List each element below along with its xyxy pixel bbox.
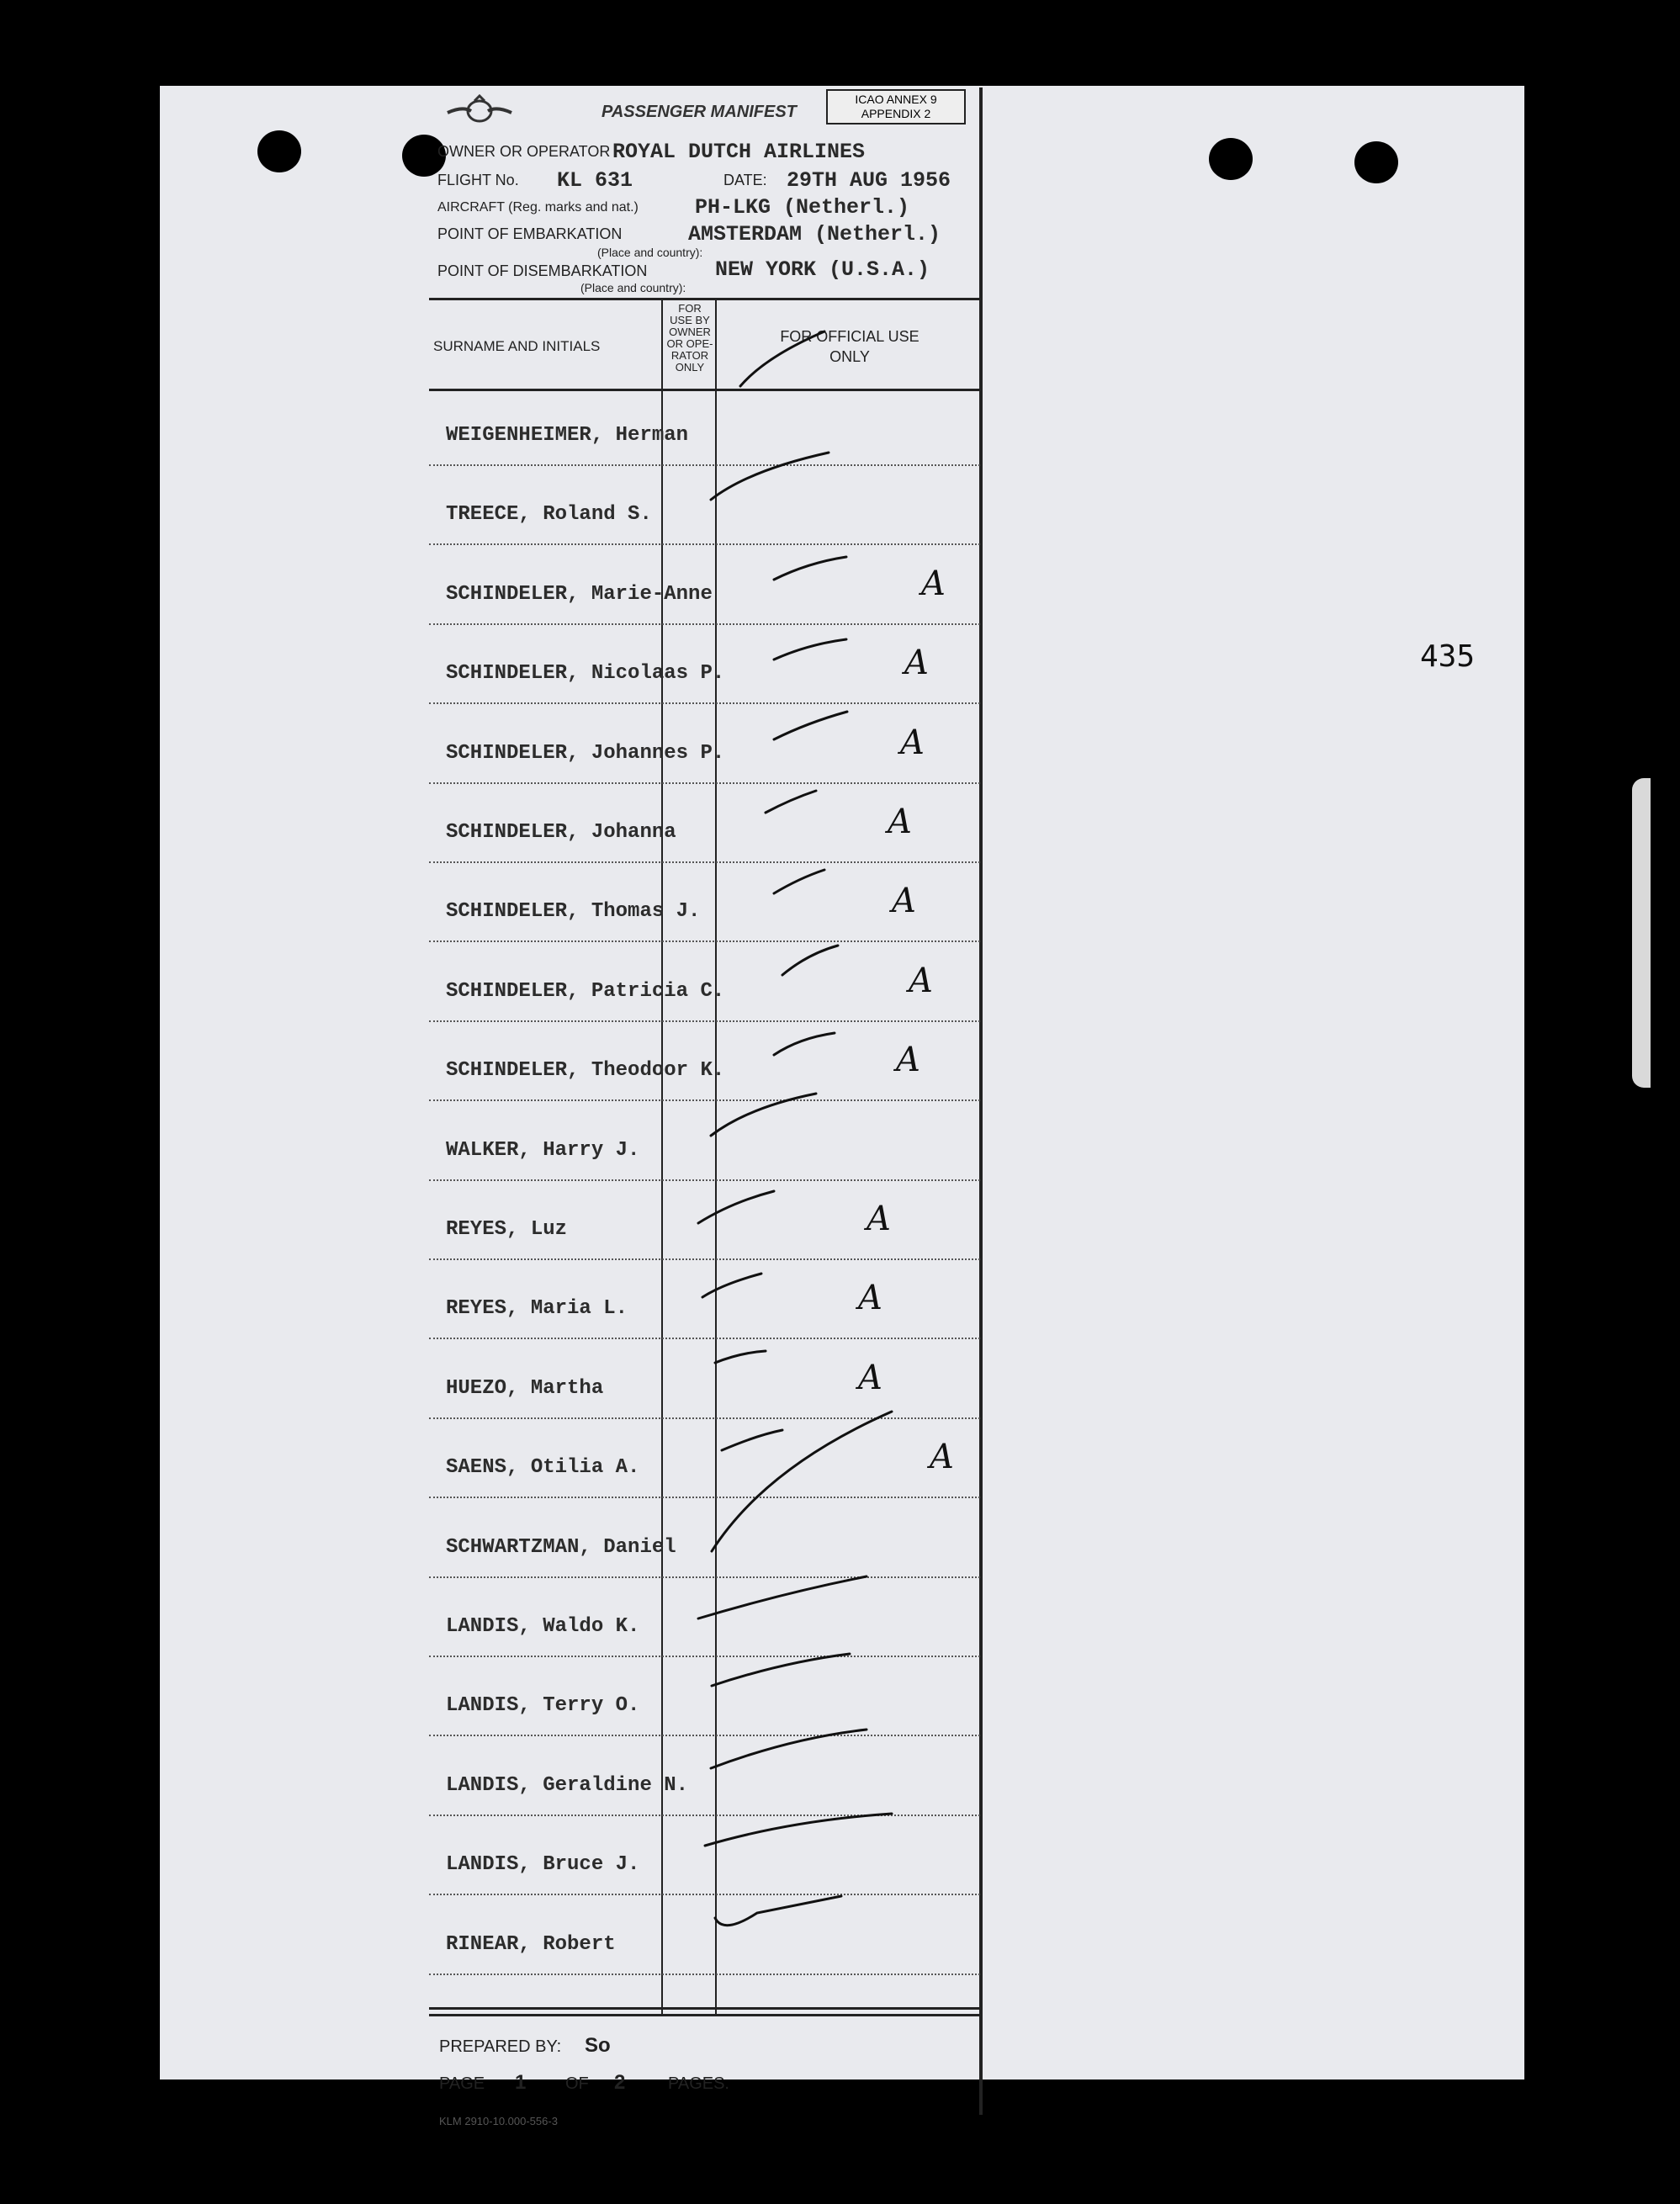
date-value: 29TH AUG 1956 (787, 168, 951, 193)
passenger-name: WEIGENHEIMER, Herman (446, 424, 689, 447)
passenger-name: LANDIS, Bruce J. (446, 1853, 640, 1877)
passenger-name: SCHINDELER, Marie-Anne (446, 582, 713, 606)
aircraft-value: PH-LKG (Netherl.) (695, 195, 910, 220)
punch-hole (257, 130, 301, 172)
embarkation-label: POINT OF EMBARKATION (437, 225, 623, 242)
disembarkation-value: NEW YORK (U.S.A.) (715, 257, 930, 282)
page-number: 435 (1420, 639, 1476, 674)
passenger-name: SCHWARTZMAN, Daniel (446, 1535, 676, 1559)
embarkation-value: AMSTERDAM (Netherl.) (688, 222, 941, 246)
passenger-name: HUEZO, Martha (446, 1376, 604, 1400)
page-label: PAGE (439, 2074, 485, 2093)
handwritten-checkmarks (429, 87, 980, 2022)
prepared-by-label: PREPARED BY: (439, 2037, 562, 2056)
official-mark: A (900, 723, 925, 762)
passenger-name: LANDIS, Terry O. (446, 1694, 640, 1718)
binder-clip-tab (1632, 778, 1651, 1088)
form-title: PASSENGER MANIFEST (602, 103, 797, 121)
official-mark: A (909, 961, 933, 1000)
passenger-name: SCHINDELER, Johannes P. (446, 741, 725, 765)
pages-label: PAGES. (668, 2074, 729, 2093)
passenger-name: RINEAR, Robert (446, 1932, 616, 1956)
owner-value: ROYAL DUTCH AIRLINES (612, 140, 866, 164)
passenger-name: REYES, Maria L. (446, 1297, 628, 1321)
passenger-name: SCHINDELER, Thomas J. (446, 900, 701, 924)
annex-line1: ICAO ANNEX 9 (855, 93, 937, 106)
official-mark: A (888, 803, 912, 841)
page-value: 1 (515, 2071, 527, 2094)
official-mark: A (904, 644, 929, 683)
date-label: DATE: (723, 172, 767, 188)
passenger-name: SAENS, Otilia A. (446, 1456, 640, 1480)
official-mark: A (896, 1041, 920, 1080)
owner-label: OWNER OR OPERATOR (437, 143, 611, 160)
form-code: KLM 2910-10.000-556-3 (439, 2115, 558, 2127)
official-mark: A (858, 1279, 882, 1318)
disembarkation-label: POINT OF DISEMBARKATION (437, 262, 648, 279)
passenger-name: REYES, Luz (446, 1218, 568, 1241)
footer-rule (429, 2007, 980, 2010)
passenger-name: SCHINDELER, Johanna (446, 821, 676, 844)
annex-line2: APPENDIX 2 (861, 107, 931, 120)
official-mark: A (930, 1438, 954, 1477)
passenger-name: LANDIS, Geraldine N. (446, 1773, 689, 1797)
official-mark: A (858, 1358, 882, 1397)
punch-hole (1354, 141, 1398, 183)
punch-hole (1209, 138, 1253, 180)
passenger-name: SCHINDELER, Nicolaas P. (446, 662, 725, 686)
col-surname: SURNAME AND INITIALS (433, 338, 601, 354)
place-country-note: (Place and country): (597, 246, 703, 259)
footer-rule (429, 2014, 980, 2016)
official-mark: A (921, 564, 946, 603)
passenger-name: LANDIS, Waldo K. (446, 1615, 640, 1638)
passenger-name: SCHINDELER, Theodoor K. (446, 1059, 725, 1083)
of-label: OF (565, 2074, 589, 2093)
place-country-note-2: (Place and country): (580, 281, 686, 294)
official-mark: A (892, 882, 916, 921)
passenger-manifest-form (429, 87, 980, 2127)
of-value: 2 (614, 2071, 626, 2094)
col-official-use: FOR OFFICIAL USE ONLY (780, 328, 919, 365)
passenger-name: SCHINDELER, Patricia C. (446, 979, 725, 1003)
passenger-name: TREECE, Roland S. (446, 503, 652, 527)
col-owner-use: FOR USE BY OWNER OR OPE- RATOR ONLY (666, 302, 713, 374)
passenger-name: WALKER, Harry J. (446, 1138, 640, 1162)
flight-label: FLIGHT No. (437, 172, 519, 188)
aircraft-label: AIRCRAFT (Reg. marks and nat.) (437, 200, 639, 215)
official-mark: A (866, 1200, 891, 1238)
flight-value: KL 631 (557, 168, 633, 193)
prepared-by-value: So (585, 2034, 611, 2057)
